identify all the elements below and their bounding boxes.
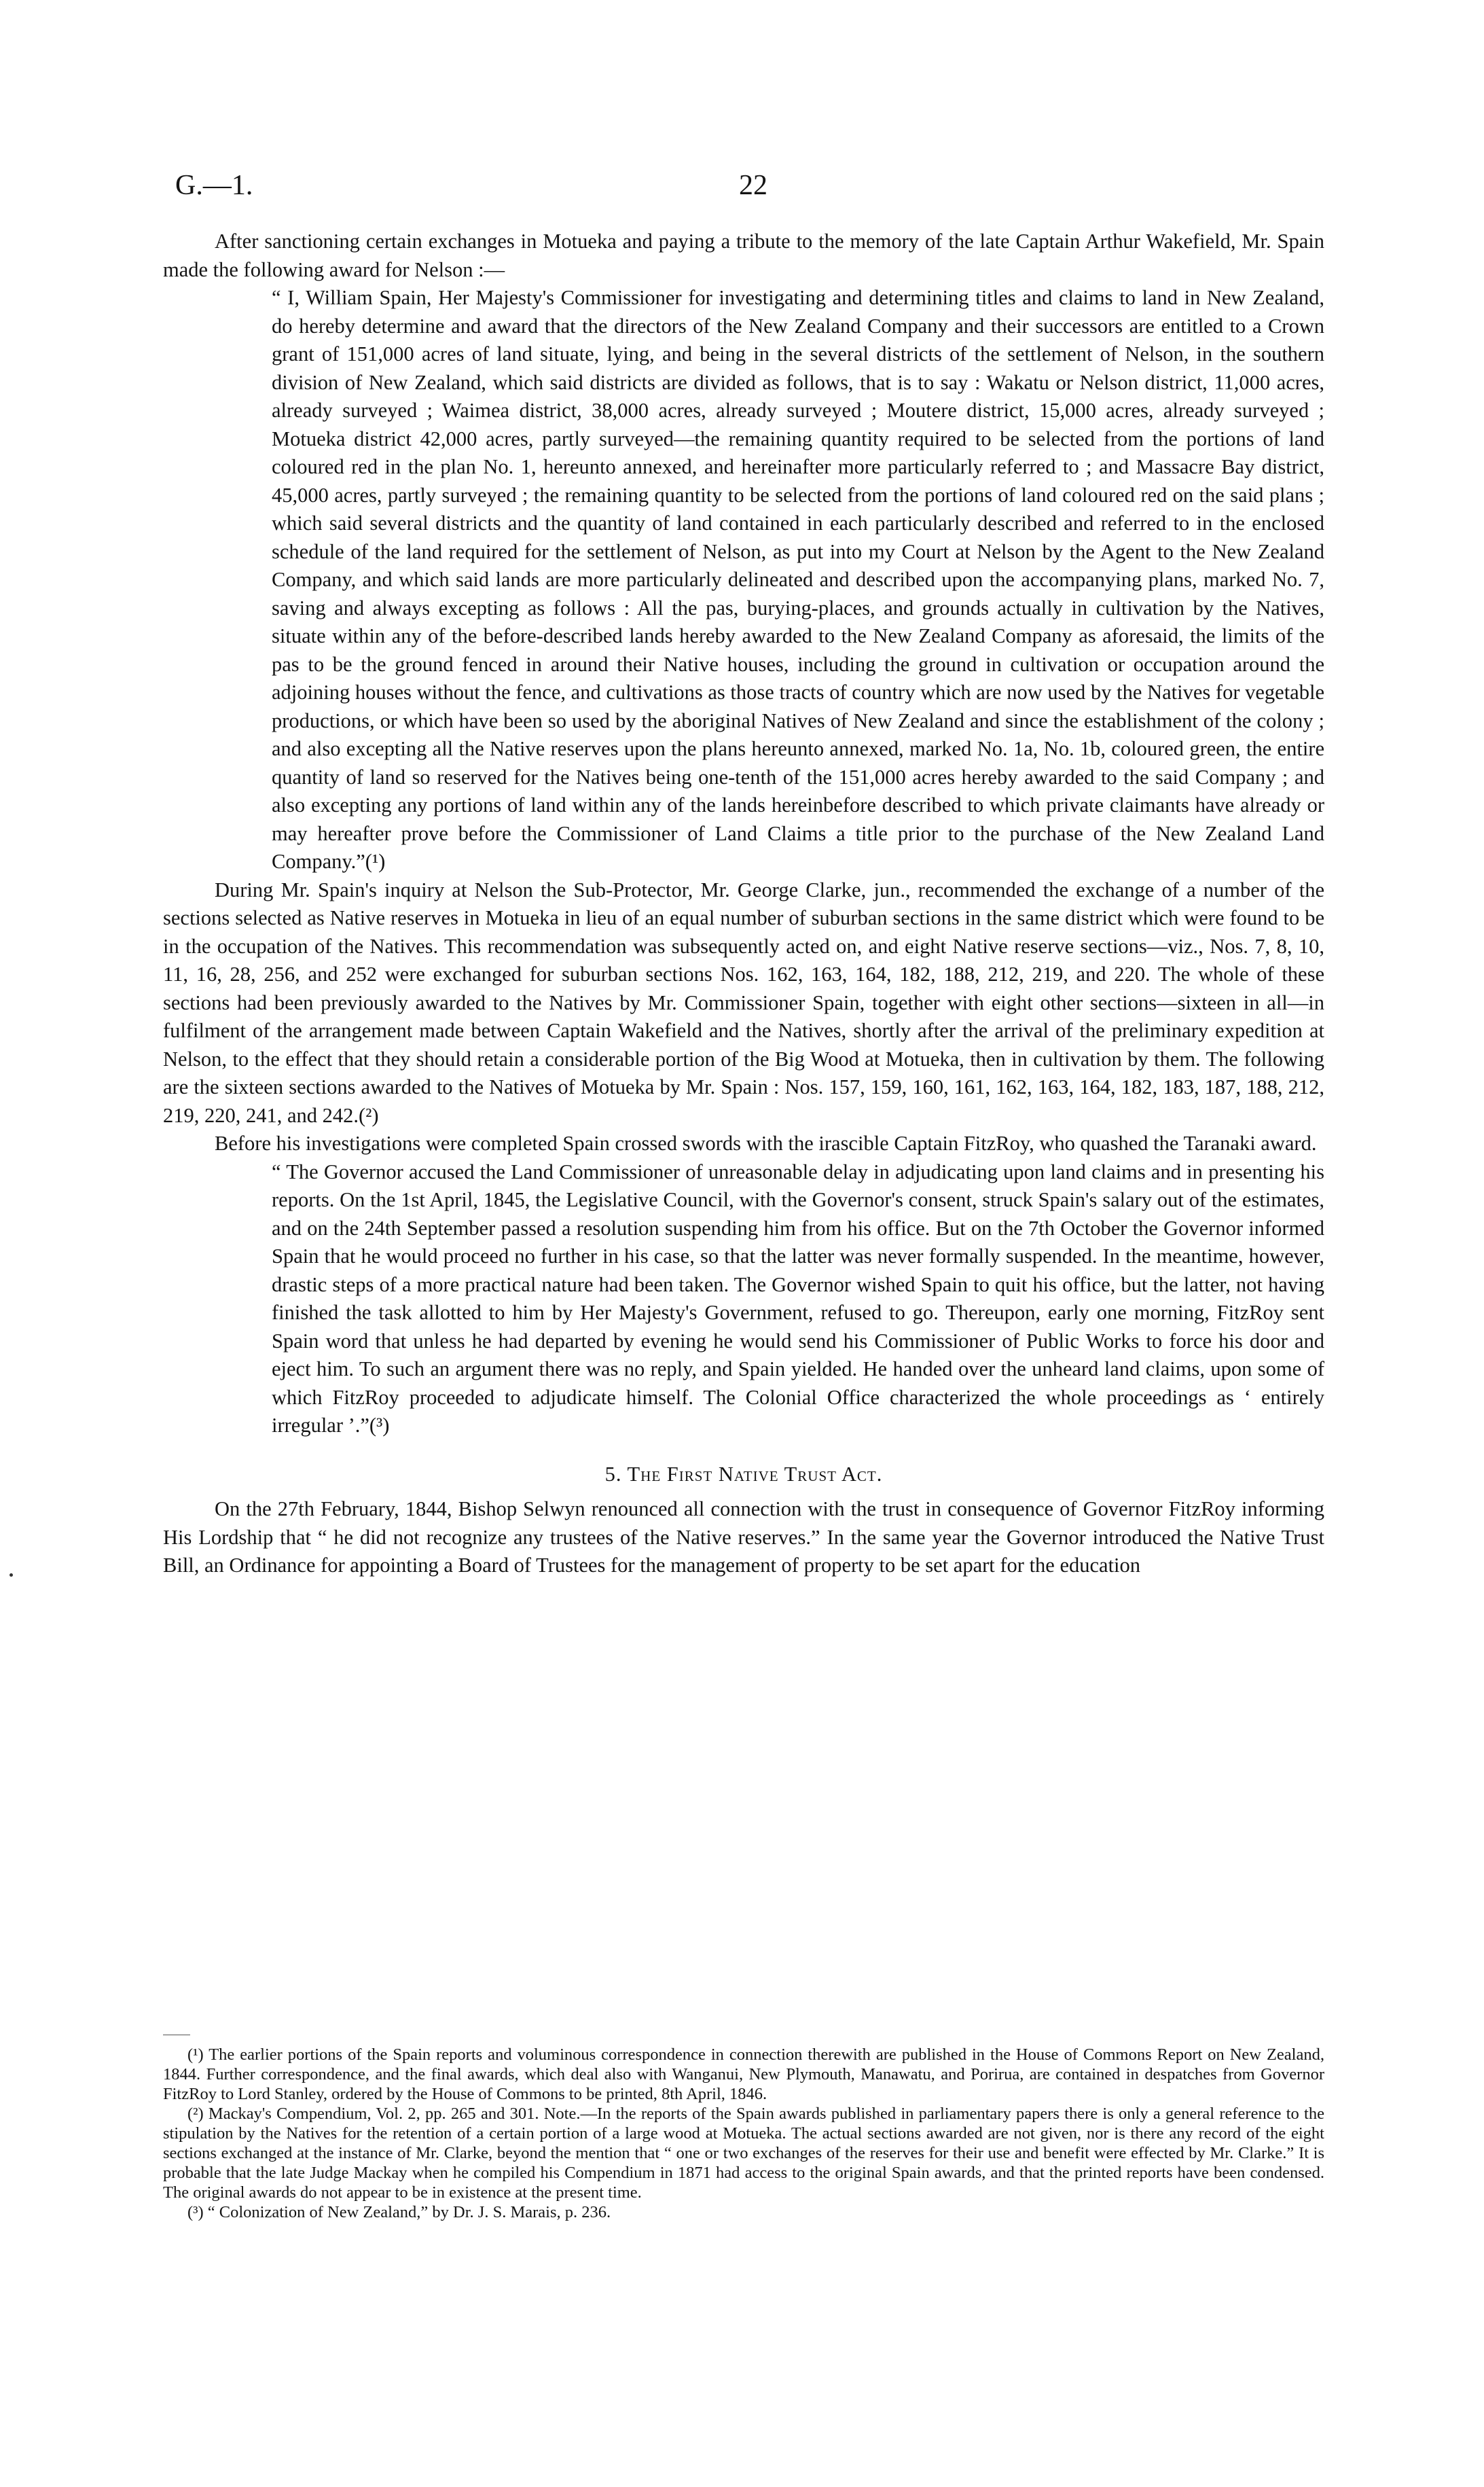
section-heading: 5. The First Native Trust Act. <box>604 1462 883 1486</box>
paragraph-exchanges: During Mr. Spain's inquiry at Nelson the Sub-Protector, Mr. George Clarke, jun., recommended the exchange of a number of the sections selected as Native reserves in Motueka in lieu of an equal number of suburban sections in the same district which were found to be in the occupation of the Natives. This recommendation was subsequently acted on, and eight Native reserve sections—viz., Nos. 7, 8, 10, 11, 16, 28, 256, and 252 were exchanged for suburban sections Nos. 162, 163, 164, 182, 188, 212, 219, and 220. The whole of these sections had been previously awarded to the Natives by Mr. Commissioner Spain, together with eight other sections—sixteen in all—in fulfilment of the arrangement made between Captain Wakefield and the Natives, shortly after the arrival of the preliminary expedition at Nelson, to the effect that they should retain a considerable portion of the Big Wood at Motueka, then in cultivation by them. The following are the sixteen sections awarded to the Natives of Motueka by Mr. Spain : Nos. 157, 159, 160, 161, 162, 163, 164, 182, 183, 187, 188, 212, 219, 220, 241, and 242.(²) <box>163 878 1324 1127</box>
body-text <box>163 228 1324 1580</box>
paragraph-intro: After sanctioning certain exchanges in Motueka and paying a tribute to the memory of the late Captain Arthur Wakefield, Mr. Spain made the following award for Nelson :— <box>163 230 1324 281</box>
footnote-2: (²) Mackay's Compendium, Vol. 2, pp. 265 and 301. Note.—In the reports of the Spain awards published in parliamentary papers there is only a general reference to the stipulation by the Natives for the retention of a certain portion of a large wood at Motueka. The actual sections awarded are not given, nor is there any record of the eight sections exchanged at the instance of Mr. Clarke, beyond the mention that “ one or two exchanges of the reserves for their use and benefit were effected by Mr. Clarke.” It is probable that the late Judge Mackay when he compiled his Compendium in 1871 had access to the original Spain awards, and that the printed reports have been condensed. The original awards do not appear to be in existence at the present time. <box>163 2105 1324 2202</box>
quoted-governor: “ The Governor accused the Land Commissioner of unreasonable delay in adjudicating upon land claims and in presenting his reports. On the 1st April, 1845, the Legislative Council, with the Governor's consent, struck Spain's salary out of the estimates, and on the 24th September passed a resolution suspending him from his office. But on the 7th October the Governor informed Spain that he would proceed no further in his case, so that the latter was never formally suspended. In the meantime, however, drastic steps of a more practical nature had been taken. The Governor wished Spain to quit his office, but the latter, not having finished the task allotted to him by Her Majesty's Government, refused to go. Thereupon, early one morning, FitzRoy sent Spain word that unless he had departed by evening he would send his Commissioner of Public Works to force his door and eject him. To such an argument there was no reply, and Spain yielded. He handed over the unheard land claims, upon some of which FitzRoy proceeded to adjudicate himself. The Colonial Office characterized the whole proceedings as ‘ entirely irregular ’.”(³) <box>272 1160 1324 1437</box>
margin-mark <box>10 1573 13 1577</box>
paragraph-fitzroy: Before his investigations were completed Spain crossed swords with the irascible Captain FitzRoy, who quashed the Taranaki award. <box>215 1132 1317 1155</box>
page-header <box>175 168 1330 202</box>
document-reference: G.—1. <box>175 170 253 201</box>
footnote-3: (³) “ Colonization of New Zealand,” by Dr. J. S. Marais, p. 236. <box>187 2203 611 2221</box>
quoted-award: “ I, William Spain, Her Majesty's Commissioner for investigating and determining titles and claims to land in New Zealand, do hereby determine and award that the directors of the New Zealand Company and their successors are entitled to a Crown grant of 151,000 acres of land situate, lying, and being in the several districts of the settlement of Nelson, in the southern division of New Zealand, which said districts are divided as follows, that is to say : Wakatu or Nelson district, 11,000 acres, already surveyed ; Waimea district, 38,000 acres, already surveyed ; Moutere district, 15,000 acres, already surveyed ; Motueka district 42,000 acres, partly surveyed—the remaining quantity required to be selected from the portions of land coloured red in the plan No. 1, hereunto annexed, and hereinafter more particularly referred to ; and Massacre Bay district, 45,000 acres, partly surveyed ; the remaining quantity to be selected from the portions of land coloured red on the said plans ; which said several districts and the quantity of land contained in each particularly described and referred to in the enclosed schedule of the land required for the settlement of Nelson, as put into my Court at Nelson by the Agent to the New Zealand Company, and which said lands are more particularly delineated and described upon the accompanying plans, marked No. 7, saving and always excepting as follows : All the pas, burying-places, and grounds actually in cultivation by the Natives, situate within any of the before-described lands hereby awarded to the New Zealand Company as aforesaid, the limits of the pas to be the ground fenced in around their Native houses, including the ground in cultivation or occupation around the adjoining houses without the fence, and cultivations as those tracts of country which are now used by the Natives for vegetable productions, or which have been so used by the aboriginal Natives of New Zealand and since the establishment of the colony ; and also excepting all the Native reserves upon the plans hereunto annexed, marked No. 1a, No. 1b, coloured green, the entire quantity of land so reserved for the Natives being one-tenth of the 151,000 acres hereby awarded to the said Company ; and also excepting any portions of land within any of the lands hereinbefore described to which private claimants have already or may hereafter prove before the Commissioner of Land Claims a title prior to the purchase of the New Zealand Land Company.”(¹) <box>272 286 1324 873</box>
paragraph-trust-act: On the 27th February, 1844, Bishop Selwyn renounced all connection with the trust in consequence of Governor FitzRoy informing His Lordship that “ he did not recognize any trustees of the Native reserves.” In the same year the Governor introduced the Native Trust Bill, an Ordinance for appointing a Board of Trustees for the management of property to be set apart for the education <box>163 1497 1324 1577</box>
footnotes <box>163 2045 1324 2222</box>
footnote-1: (¹) The earlier portions of the Spain reports and voluminous correspondence in connection therewith are published in the House of Commons Report on New Zealand, 1844. Further correspondence, and the final awards, which deal also with Wanganui, New Plymouth, Manawatu, and Porirua, are contained in despatches from Governor FitzRoy to Lord Stanley, ordered by the House of Commons to be printed, 8th April, 1846. <box>163 2045 1324 2103</box>
page-number: 22 <box>739 170 767 201</box>
